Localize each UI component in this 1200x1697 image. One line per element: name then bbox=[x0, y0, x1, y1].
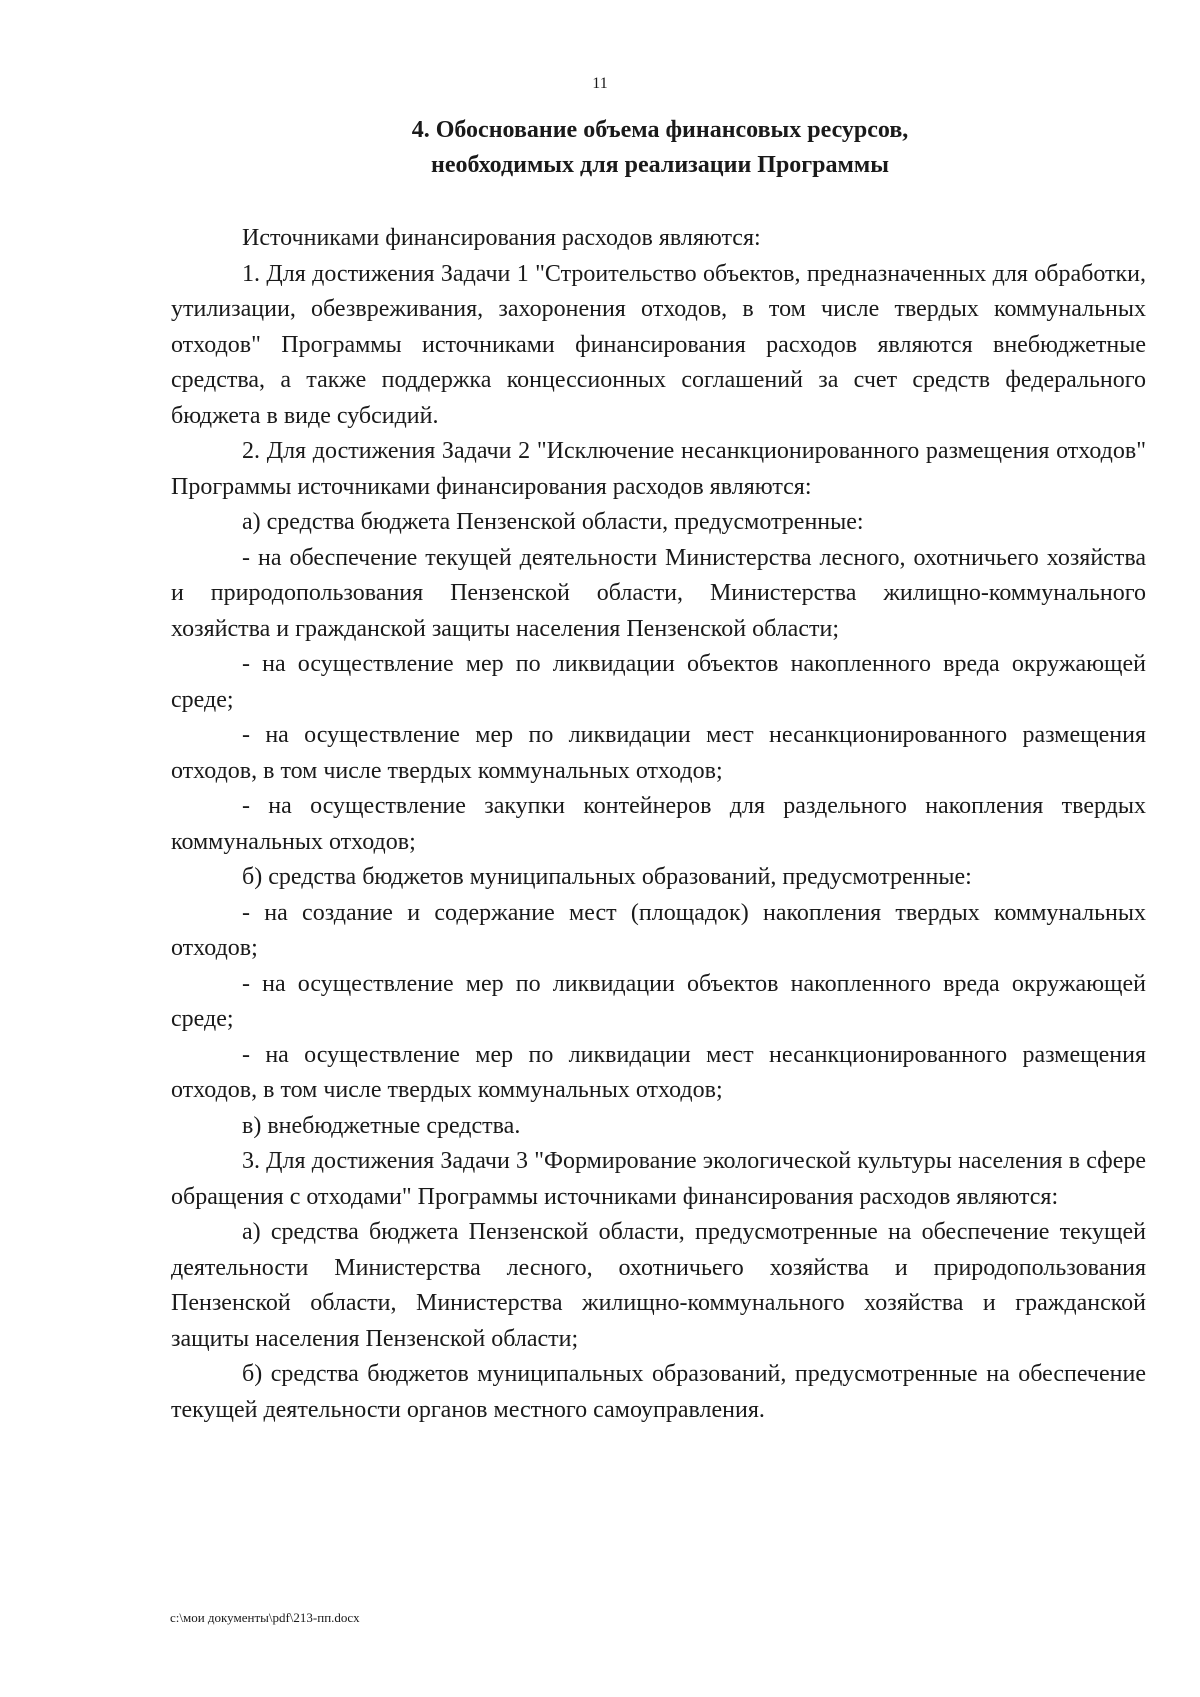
section-heading bbox=[170, 113, 1150, 183]
paragraph: б) средства бюджетов муниципальных образований, предусмотренные на обеспечение текущей деятельности органов местного самоуправления. bbox=[171, 1361, 1146, 1423]
paragraph: а) средства бюджета Пензенской области, предусмотренные на обеспечение текущей деятельности Министерства лесного, охотничьего хозяйства и природопользования Пензенской области, Министерства жилищно-коммунального хозяйства и гражданской защиты населения Пензенской области; bbox=[171, 1219, 1146, 1352]
paragraph: Источниками финансирования расходов являются: bbox=[242, 225, 761, 251]
section-heading-line-1: 4. Обоснование объема финансовых ресурсов, bbox=[411, 117, 909, 143]
document-body bbox=[171, 221, 1146, 1428]
paragraph: - на осуществление мер по ликвидации мест несанкционированного размещения отходов, в том числе твердых коммунальных отходов; bbox=[171, 1041, 1146, 1103]
footer-file-path: c:\мои документы\pdf\213-пп.docx bbox=[170, 1610, 360, 1625]
paragraph: - на обеспечение текущей деятельности Министерства лесного, охотничьего хозяйства и природопользования Пензенской области, Министерства жилищно-коммунального хозяйства и гражданской защиты населения Пензенской области; bbox=[171, 544, 1146, 642]
section-heading-line-2: необходимых для реализации Программы bbox=[431, 152, 889, 178]
paragraph: 1. Для достижения Задачи 1 "Строительство объектов, предназначенных для обработки, утилизации, обезвреживания, захоронения отходов, в том числе твердых коммунальных отходов" Программы источниками финансирования расходов являются внебюджетные средства, а также поддержка концессионных соглашений за счет средств федерального бюджета в виде субсидий. bbox=[171, 260, 1146, 429]
paragraph: - на осуществление мер по ликвидации мест несанкционированного размещения отходов, в том числе твердых коммунальных отходов; bbox=[171, 722, 1146, 784]
paragraph: 2. Для достижения Задачи 2 "Исключение несанкционированного размещения отходов" Программы источниками финансирования расходов являются: bbox=[171, 438, 1146, 500]
paragraph: - на осуществление мер по ликвидации объектов накопленного вреда окружающей среде; bbox=[171, 970, 1146, 1032]
paragraph: в) внебюджетные средства. bbox=[242, 1112, 521, 1139]
paragraph: - на осуществление мер по ликвидации объектов накопленного вреда окружающей среде; bbox=[171, 651, 1146, 713]
paragraph: - на создание и содержание мест (площадок) накопления твердых коммунальных отходов; bbox=[171, 899, 1146, 961]
paragraph: а) средства бюджета Пензенской области, предусмотренные: bbox=[242, 509, 864, 535]
page-number: 11 bbox=[592, 75, 608, 92]
paragraph: б) средства бюджетов муниципальных образований, предусмотренные: bbox=[242, 864, 972, 890]
paragraph: - на осуществление закупки контейнеров для раздельного накопления твердых коммунальных отходов; bbox=[171, 793, 1146, 855]
paragraph: 3. Для достижения Задачи 3 "Формирование экологической культуры населения в сфере обращения с отходами" Программы источниками финансирования расходов являются: bbox=[171, 1148, 1146, 1210]
